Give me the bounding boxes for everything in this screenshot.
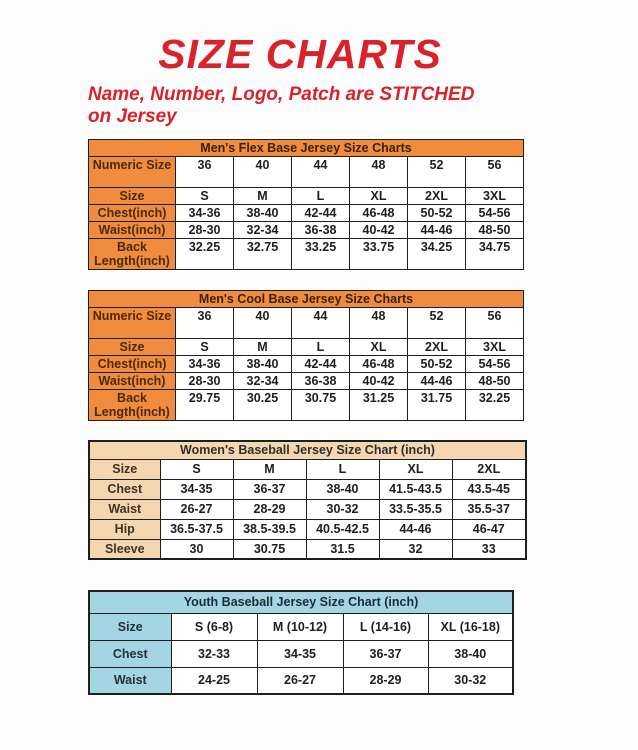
subtitle-line-1: Name, Number, Logo, Patch are STITCHED — [88, 84, 475, 105]
data-cell: 30 — [160, 539, 233, 559]
table-row — [89, 519, 526, 539]
data-cell: 40 — [234, 308, 292, 339]
data-cell: S — [176, 339, 234, 356]
table-row — [89, 222, 524, 239]
table-title: Men's Cool Base Jersey Size Charts — [89, 291, 524, 308]
row-label-cell: Numeric Size — [89, 157, 176, 188]
data-cell: 32-34 — [234, 222, 292, 239]
row-label-cell: Waist — [89, 499, 160, 519]
data-cell: 24-25 — [171, 667, 257, 694]
data-cell: 32 — [379, 539, 452, 559]
data-cell: 32.75 — [234, 239, 292, 270]
data-cell: XL — [350, 339, 408, 356]
data-cell: 32.25 — [176, 239, 234, 270]
table-row — [89, 613, 513, 640]
data-cell: 3XL — [466, 188, 524, 205]
data-cell: 46-48 — [350, 356, 408, 373]
data-cell: 28-30 — [176, 222, 234, 239]
data-cell: 31.25 — [350, 390, 408, 421]
data-cell: 52 — [408, 157, 466, 188]
youth-baseball-size-table — [88, 590, 514, 695]
row-label-cell: Size — [89, 459, 160, 479]
data-cell: 31.75 — [408, 390, 466, 421]
data-cell: XL — [350, 188, 408, 205]
data-cell: 2XL — [452, 459, 526, 479]
data-cell: 40 — [234, 157, 292, 188]
table-row — [89, 205, 524, 222]
data-cell: 2XL — [408, 339, 466, 356]
data-cell: 48 — [350, 308, 408, 339]
page-subtitle — [88, 84, 568, 128]
data-cell: 42-44 — [292, 205, 350, 222]
data-cell: 35.5-37 — [452, 499, 526, 519]
data-cell: 28-30 — [176, 373, 234, 390]
table-row — [89, 239, 524, 270]
data-cell: M (10-12) — [257, 613, 343, 640]
data-cell: 28-29 — [343, 667, 428, 694]
data-cell: 32.25 — [466, 390, 524, 421]
row-label-cell: Waist(inch) — [89, 373, 176, 390]
data-cell: 40-42 — [350, 222, 408, 239]
data-cell: 56 — [466, 308, 524, 339]
row-label-cell: Back Length(inch) — [89, 239, 176, 270]
data-cell: 38-40 — [234, 205, 292, 222]
data-cell: 32-33 — [171, 640, 257, 667]
row-label-cell: Waist(inch) — [89, 222, 176, 239]
table-title-row — [89, 140, 524, 157]
table-title: Men's Flex Base Jersey Size Charts — [89, 140, 524, 157]
data-cell: 40.5-42.5 — [306, 519, 379, 539]
data-cell: 34-36 — [176, 356, 234, 373]
data-cell: L — [306, 459, 379, 479]
data-cell: S (6-8) — [171, 613, 257, 640]
row-label-cell: Hip — [89, 519, 160, 539]
data-cell: 34.75 — [466, 239, 524, 270]
data-cell: 46-48 — [350, 205, 408, 222]
mens-cool-base-size-table — [88, 290, 524, 421]
data-cell: L (14-16) — [343, 613, 428, 640]
data-cell: 50-52 — [408, 356, 466, 373]
data-cell: 44 — [292, 157, 350, 188]
table-row — [89, 157, 524, 188]
data-cell: 36 — [176, 157, 234, 188]
data-cell: S — [176, 188, 234, 205]
data-cell: 34.25 — [408, 239, 466, 270]
table-row — [89, 539, 526, 559]
table-row — [89, 308, 524, 339]
data-cell: M — [234, 339, 292, 356]
row-label-cell: Back Length(inch) — [89, 390, 176, 421]
row-label-cell: Size — [89, 613, 171, 640]
data-cell: 54-56 — [466, 205, 524, 222]
data-cell: L — [292, 188, 350, 205]
table-title-row — [89, 291, 524, 308]
data-cell: 56 — [466, 157, 524, 188]
row-label-cell: Chest — [89, 640, 171, 667]
data-cell: 36-38 — [292, 373, 350, 390]
data-cell: 36-38 — [292, 222, 350, 239]
data-cell: 44 — [292, 308, 350, 339]
data-cell: 33.75 — [350, 239, 408, 270]
data-cell: M — [233, 459, 306, 479]
page-title: SIZE CHARTS — [158, 31, 442, 77]
data-cell: 46-47 — [452, 519, 526, 539]
table-row — [89, 188, 524, 205]
table-row — [89, 640, 513, 667]
data-cell: 3XL — [466, 339, 524, 356]
data-cell: 36.5-37.5 — [160, 519, 233, 539]
row-label-cell: Chest(inch) — [89, 356, 176, 373]
data-cell: 42-44 — [292, 356, 350, 373]
data-cell: 38-40 — [428, 640, 513, 667]
data-cell: 26-27 — [160, 499, 233, 519]
data-cell: 31.5 — [306, 539, 379, 559]
data-cell: 30-32 — [306, 499, 379, 519]
womens-baseball-size-table — [88, 440, 527, 560]
data-cell: 54-56 — [466, 356, 524, 373]
row-label-cell: Size — [89, 339, 176, 356]
data-cell: 38-40 — [234, 356, 292, 373]
data-cell: XL — [379, 459, 452, 479]
table-title: Women's Baseball Jersey Size Chart (inch) — [89, 441, 526, 459]
data-cell: 30-32 — [428, 667, 513, 694]
data-cell: 34-35 — [160, 479, 233, 499]
data-cell: 29.75 — [176, 390, 234, 421]
table-title-row — [89, 591, 513, 613]
row-label-cell: Sleeve — [89, 539, 160, 559]
row-label-cell: Size — [89, 188, 176, 205]
table-title: Youth Baseball Jersey Size Chart (inch) — [89, 591, 513, 613]
data-cell: 30.25 — [234, 390, 292, 421]
subtitle-line-2: on Jersey — [88, 106, 177, 127]
data-cell: 44-46 — [408, 373, 466, 390]
data-cell: 30.75 — [233, 539, 306, 559]
data-cell: 48-50 — [466, 222, 524, 239]
data-cell: 34-36 — [176, 205, 234, 222]
table-row — [89, 499, 526, 519]
table-row — [89, 667, 513, 694]
table-row — [89, 459, 526, 479]
data-cell: 33.25 — [292, 239, 350, 270]
data-cell: M — [234, 188, 292, 205]
row-label-cell: Chest — [89, 479, 160, 499]
data-cell: 41.5-43.5 — [379, 479, 452, 499]
data-cell: 43.5-45 — [452, 479, 526, 499]
data-cell: 38-40 — [306, 479, 379, 499]
data-cell: 26-27 — [257, 667, 343, 694]
data-cell: XL (16-18) — [428, 613, 513, 640]
data-cell: 44-46 — [408, 222, 466, 239]
data-cell: 48 — [350, 157, 408, 188]
data-cell: 32-34 — [234, 373, 292, 390]
table-row — [89, 373, 524, 390]
table-row — [89, 356, 524, 373]
data-cell: 44-46 — [379, 519, 452, 539]
data-cell: 48-50 — [466, 373, 524, 390]
data-cell: S — [160, 459, 233, 479]
table-row — [89, 479, 526, 499]
data-cell: 36-37 — [343, 640, 428, 667]
data-cell: 38.5-39.5 — [233, 519, 306, 539]
table-title-row — [89, 441, 526, 459]
data-cell: 34-35 — [257, 640, 343, 667]
data-cell: 36 — [176, 308, 234, 339]
table-row — [89, 390, 524, 421]
data-cell: 30.75 — [292, 390, 350, 421]
data-cell: 33 — [452, 539, 526, 559]
data-cell: 28-29 — [233, 499, 306, 519]
row-label-cell: Chest(inch) — [89, 205, 176, 222]
mens-flex-base-size-table — [88, 139, 524, 270]
table-row — [89, 339, 524, 356]
data-cell: 36-37 — [233, 479, 306, 499]
row-label-cell: Numeric Size — [89, 308, 176, 339]
data-cell: L — [292, 339, 350, 356]
data-cell: 52 — [408, 308, 466, 339]
row-label-cell: Waist — [89, 667, 171, 694]
data-cell: 50-52 — [408, 205, 466, 222]
data-cell: 40-42 — [350, 373, 408, 390]
data-cell: 2XL — [408, 188, 466, 205]
data-cell: 33.5-35.5 — [379, 499, 452, 519]
